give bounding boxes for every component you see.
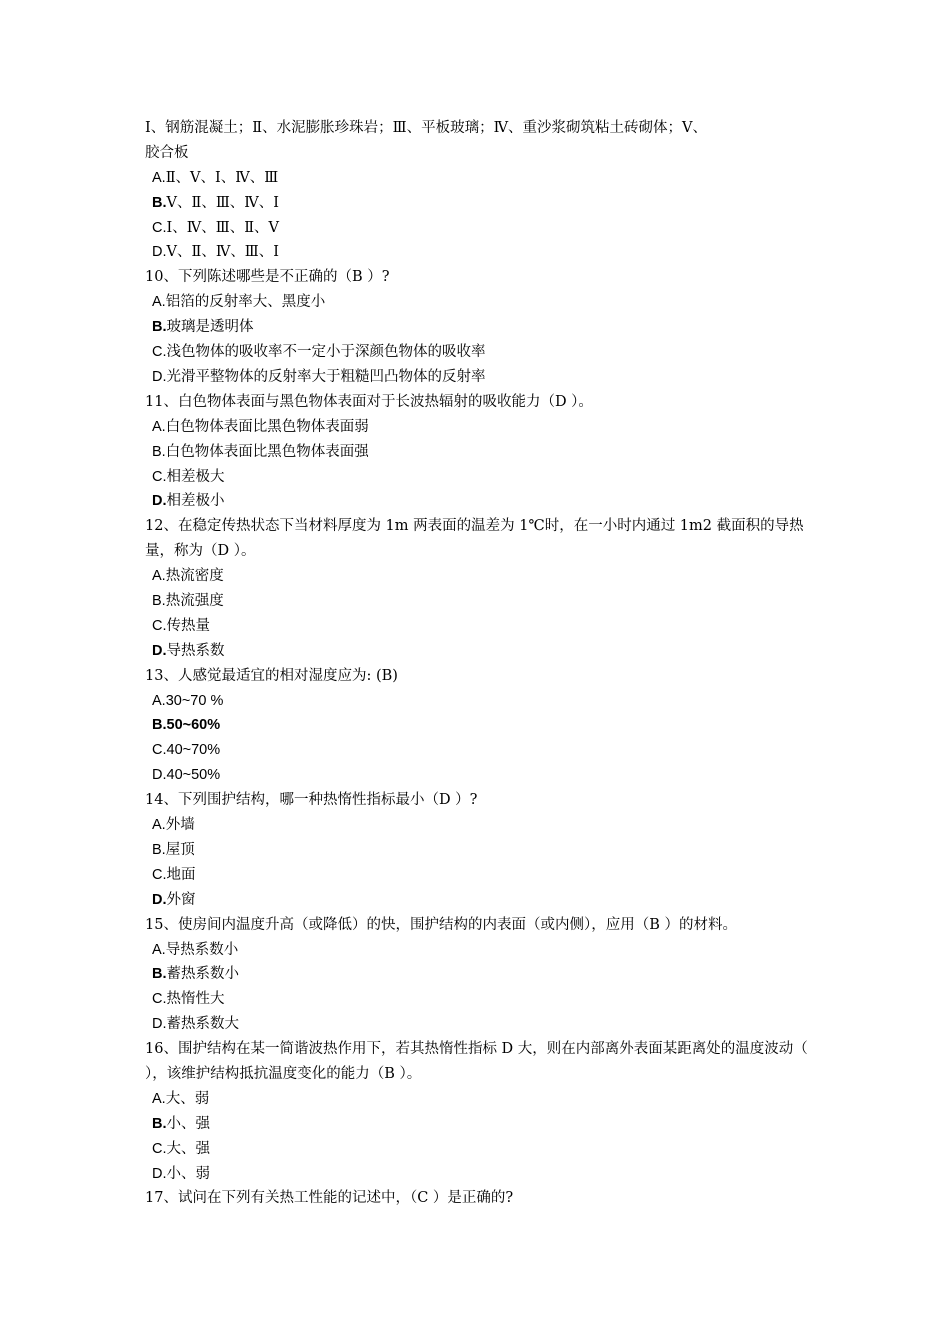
q14-option-b: B.屋顶 bbox=[152, 841, 195, 858]
q15-option-d: D.蓄热系数大 bbox=[152, 1016, 239, 1033]
q12-option-b: B.热流强度 bbox=[152, 592, 224, 609]
question-11-stem: 11、白色物体表面与黑色物体表面对于长波热辐射的吸收能力（D ）。 bbox=[145, 393, 593, 410]
q11-option-c: C.相差极大 bbox=[152, 468, 225, 485]
q11-option-b: B.白色物体表面比黑色物体表面强 bbox=[152, 443, 369, 460]
q12-option-d: D.导热系数 bbox=[152, 642, 225, 659]
q10-option-d: D.光滑平整物体的反射率大于粗糙凹凸物体的反射率 bbox=[152, 368, 486, 385]
question-list bbox=[145, 116, 815, 1211]
q13-option-d: D.40~50% bbox=[152, 767, 221, 784]
question-10-stem: 10、下列陈述哪些是不正确的（B ）? bbox=[145, 269, 390, 286]
q13-option-b: B.50~60% bbox=[152, 717, 221, 734]
q14-option-d: D.外窗 bbox=[152, 891, 196, 908]
q15-option-c: C.热惰性大 bbox=[152, 991, 225, 1008]
intro-option-d: D.Ⅴ、Ⅱ、Ⅳ、Ⅲ、Ⅰ bbox=[152, 244, 280, 261]
q11-option-d: D.相差极小 bbox=[152, 493, 225, 510]
question-14-stem: 14、下列围护结构，哪一种热惰性指标最小（D ）? bbox=[145, 792, 478, 809]
question-12-stem: 12、在稳定传热状态下当材料厚度为 1m 两表面的温差为 1℃时，在一小时内通过 1m2 截面积的导热量，称为（D ）。 bbox=[145, 518, 804, 560]
intro-line-2: 胶合板 bbox=[145, 144, 189, 161]
intro-option-a: A.Ⅱ、Ⅴ、Ⅰ、Ⅳ、Ⅲ bbox=[152, 169, 279, 186]
q10-option-c: C.浅色物体的吸收率不一定小于深颜色物体的吸收率 bbox=[152, 344, 486, 361]
question-15-stem: 15、使房间内温度升高（或降低）的快，围护结构的内表面（或内侧），应用（B ）的材料。 bbox=[145, 916, 737, 933]
q14-option-a: A.外墙 bbox=[152, 817, 195, 834]
question-16-stem: 16、围护结构在某一简谐波热作用下，若其热惰性指标 D 大，则在内部离外表面某距离处的温度波动（ ），该维护结构抵抗温度变化的能力（B ）。 bbox=[145, 1041, 808, 1082]
q16-option-d: D.小、弱 bbox=[152, 1165, 210, 1182]
q11-option-a: A.白色物体表面比黑色物体表面弱 bbox=[152, 418, 369, 435]
q16-option-c: C.大、强 bbox=[152, 1140, 210, 1157]
intro-line-1: Ⅰ、钢筋混凝土；Ⅱ、水泥膨胀珍珠岩；Ⅲ、平板玻璃；Ⅳ、重沙浆砌筑粘土砖砌体；Ⅴ、 bbox=[145, 120, 708, 136]
q14-option-c: C.地面 bbox=[152, 866, 196, 883]
q10-option-a: A.铝箔的反射率大、黑度小 bbox=[152, 294, 326, 311]
q15-option-b: B.蓄热系数小 bbox=[152, 966, 239, 983]
q16-option-b: B.小、强 bbox=[152, 1115, 210, 1132]
question-17-stem: 17、试问在下列有关热工性能的记述中，（C ）是正确的? bbox=[145, 1190, 514, 1207]
q10-option-b: B.玻璃是透明体 bbox=[152, 319, 254, 336]
q13-option-c: C.40~70% bbox=[152, 742, 221, 759]
intro-option-c: C.Ⅰ、Ⅳ、Ⅲ、Ⅱ、Ⅴ bbox=[152, 219, 280, 236]
q15-option-a: A.导热系数小 bbox=[152, 941, 239, 958]
q12-option-a: A.热流密度 bbox=[152, 568, 224, 585]
q12-option-c: C.传热量 bbox=[152, 617, 210, 634]
q13-option-a: A.30~70 % bbox=[152, 692, 224, 709]
q16-option-a: A.大、弱 bbox=[152, 1090, 210, 1107]
question-13-stem: 13、人感觉最适宜的相对湿度应为: (B) bbox=[145, 667, 398, 684]
intro-option-b: B.Ⅴ、Ⅱ、Ⅲ、Ⅳ、Ⅰ bbox=[152, 194, 280, 211]
